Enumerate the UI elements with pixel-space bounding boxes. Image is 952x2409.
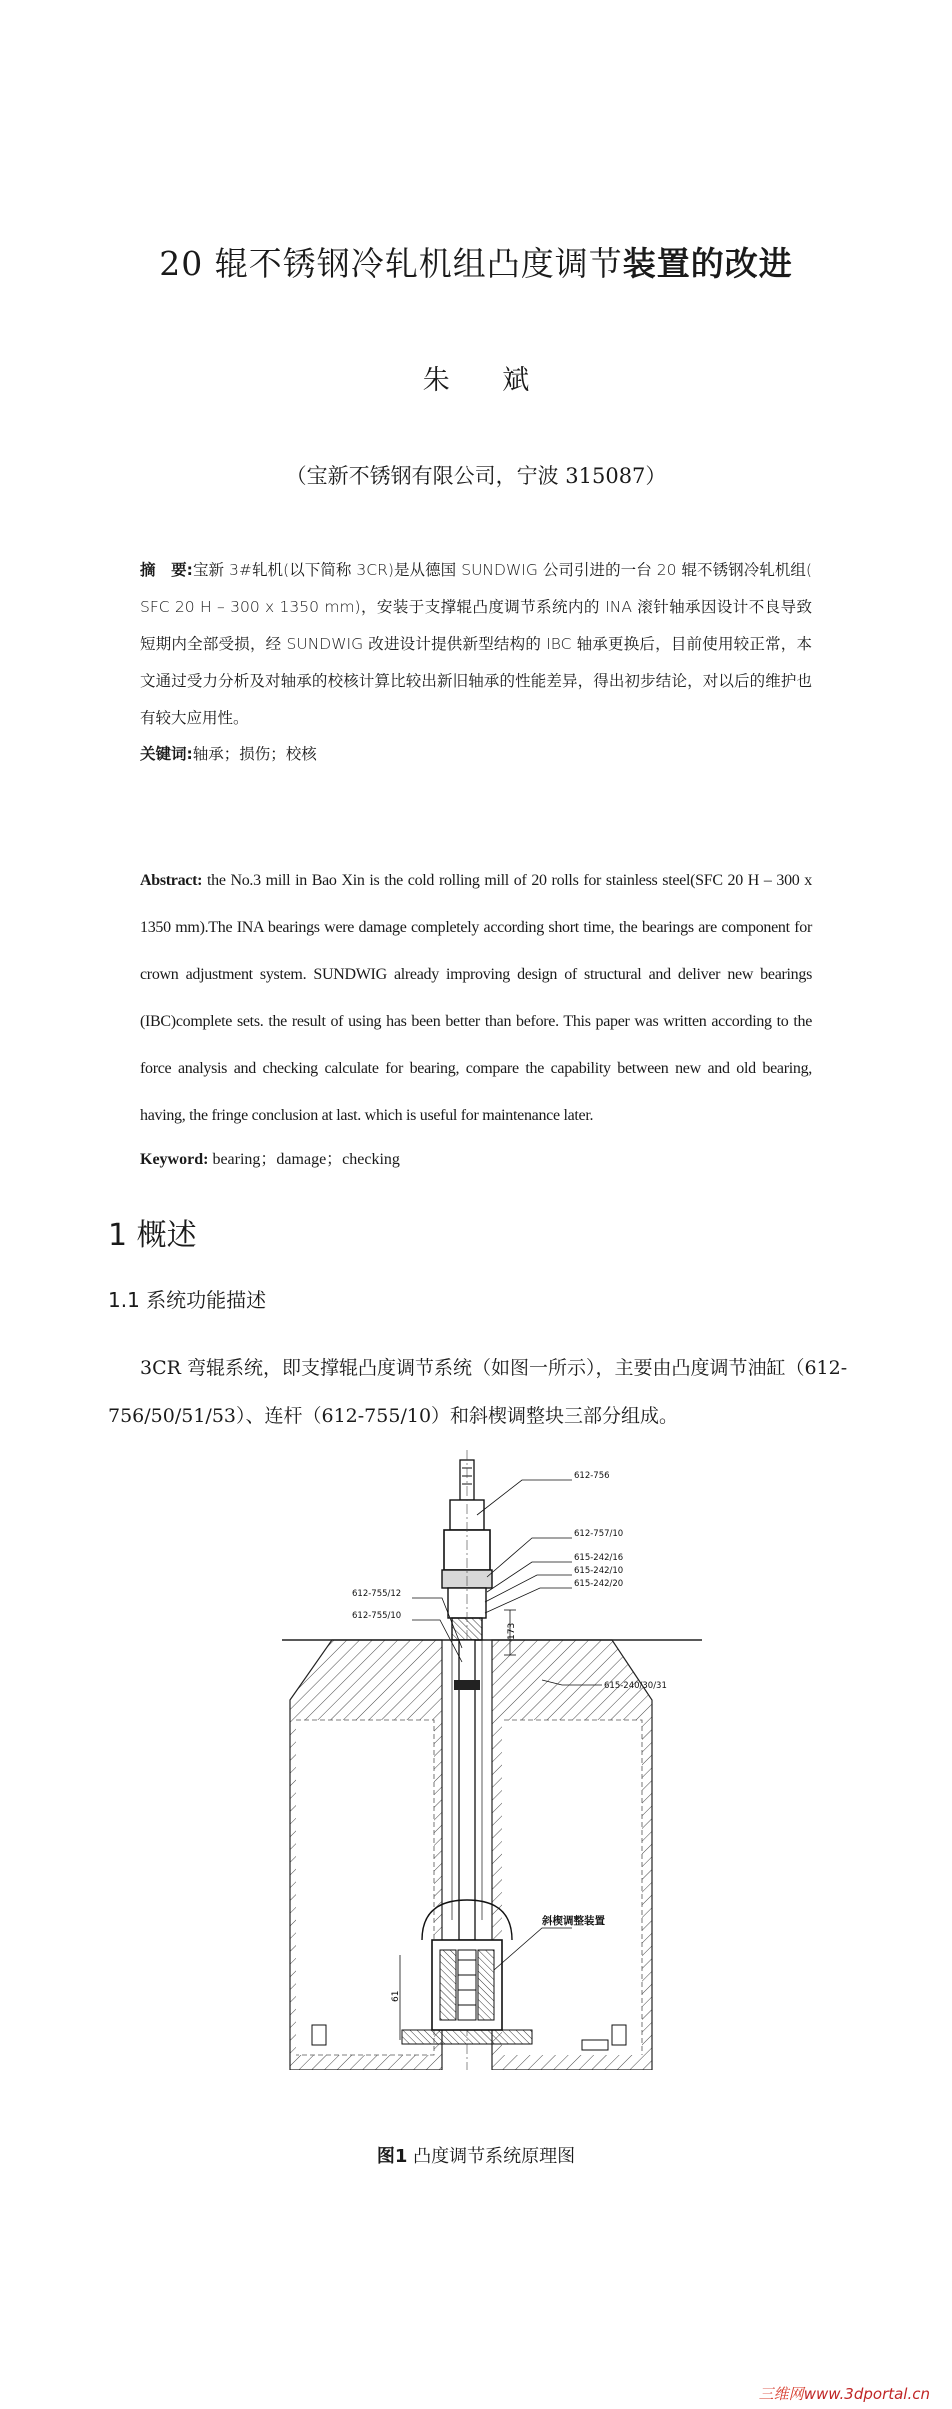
label-615-242-16: 615-242/16 <box>574 1553 624 1563</box>
keywords-chinese <box>140 742 317 764</box>
keywords-cn-text: 轴承；损伤；校核 <box>192 745 317 763</box>
label-612-755-10: 612-755/10 <box>352 1611 402 1621</box>
label-wedge-device: 斜楔调整装置 <box>542 1915 605 1927</box>
title-regular: 20 辊不锈钢冷轧机组凸度调节 <box>159 244 623 283</box>
abstract-en-label: Abstract: <box>140 872 203 889</box>
watermark <box>759 2383 930 2404</box>
dim-61: 61 <box>391 1990 401 2002</box>
label-612-755-12: 612-755/12 <box>352 1589 402 1599</box>
abstract-english <box>140 857 812 1139</box>
caption-number: 图1 <box>376 2146 408 2167</box>
dim-173: 173 <box>507 1622 517 1640</box>
abstract-chinese <box>140 552 812 737</box>
title-bold: 装置的改进 <box>622 244 793 283</box>
connecting-rod <box>452 1640 482 1940</box>
keywords-english <box>140 1146 400 1169</box>
label-612-757-10: 612-757/10 <box>574 1529 624 1539</box>
abstract-cn-label: 摘 要: <box>140 561 193 579</box>
keywords-en-text: bearing；damage；checking <box>208 1151 400 1168</box>
abstract-cn-text: 宝新 3#轧机(以下简称 3CR)是从德国 SUNDWIG 公司引进的一台 20 辊不锈钢冷轧机组( SFC 20 H – 300 x 1350 mm)，安装于支撑辊凸度调节系统内的 INA 滚针轴承因设计不良导致短期内全部受损，经 SUNDWIG 改进设计提供新型结构的 IBC 轴承更换后，目前使用较正常，本文通过受力分析及对轴承的校核计算比较出新旧轴承的性能差异，得出初步结论，对以后的维护也有较大应用性。 <box>140 561 812 727</box>
abstract-en-text: the No.3 mill in Bao Xin is the cold rolling mill of 20 rolls for stainless steel(SFC 20 H – 300 x 1350 mm).The INA bearings were damage completely according short time, the bearings are component for crown adjustment system. SUNDWIG already improving design of structural and deliver new bearings (IBC)complete sets. the result of using has been better than before. This paper was written according to the force analysis and checking calculate for bearing, compare the capability between new and old bearing, having, the fringe conclusion at last. which is useful for maintenance later. <box>140 872 812 1124</box>
section-heading-1-1: 1.1 系统功能描述 <box>108 1288 267 1312</box>
watermark-url: www.3dportal.cn <box>803 2385 930 2403</box>
figure-caption <box>0 2142 952 2168</box>
caption-text: 凸度调节系统原理图 <box>407 2146 576 2167</box>
label-615-242-20: 615-242/20 <box>574 1579 624 1589</box>
author: 朱 斌 <box>422 365 552 396</box>
label-612-756: 612-756 <box>574 1471 610 1481</box>
keywords-en-label: Keyword: <box>140 1151 209 1168</box>
body-paragraph: 3CR 弯辊系统，即支撑辊凸度调节系统（如图一所示），主要由凸度调节油缸（612-756/50/51/53）、连杆（612-755/10）和斜楔调整块三部分组成。 <box>108 1357 848 1427</box>
label-615-242-10: 615-242/10 <box>574 1566 624 1576</box>
affiliation: （宝新不锈钢有限公司，宁波 315087） <box>285 464 667 488</box>
paper-title <box>0 238 952 285</box>
keywords-cn-label: 关键词: <box>140 745 193 763</box>
crown-adjustment-diagram <box>282 1450 702 2070</box>
section-heading-1: 1 概述 <box>108 1218 197 1253</box>
label-615-240-30-31: 615-240/30/31 <box>604 1681 667 1691</box>
watermark-cn: 三维网 <box>758 2385 804 2403</box>
